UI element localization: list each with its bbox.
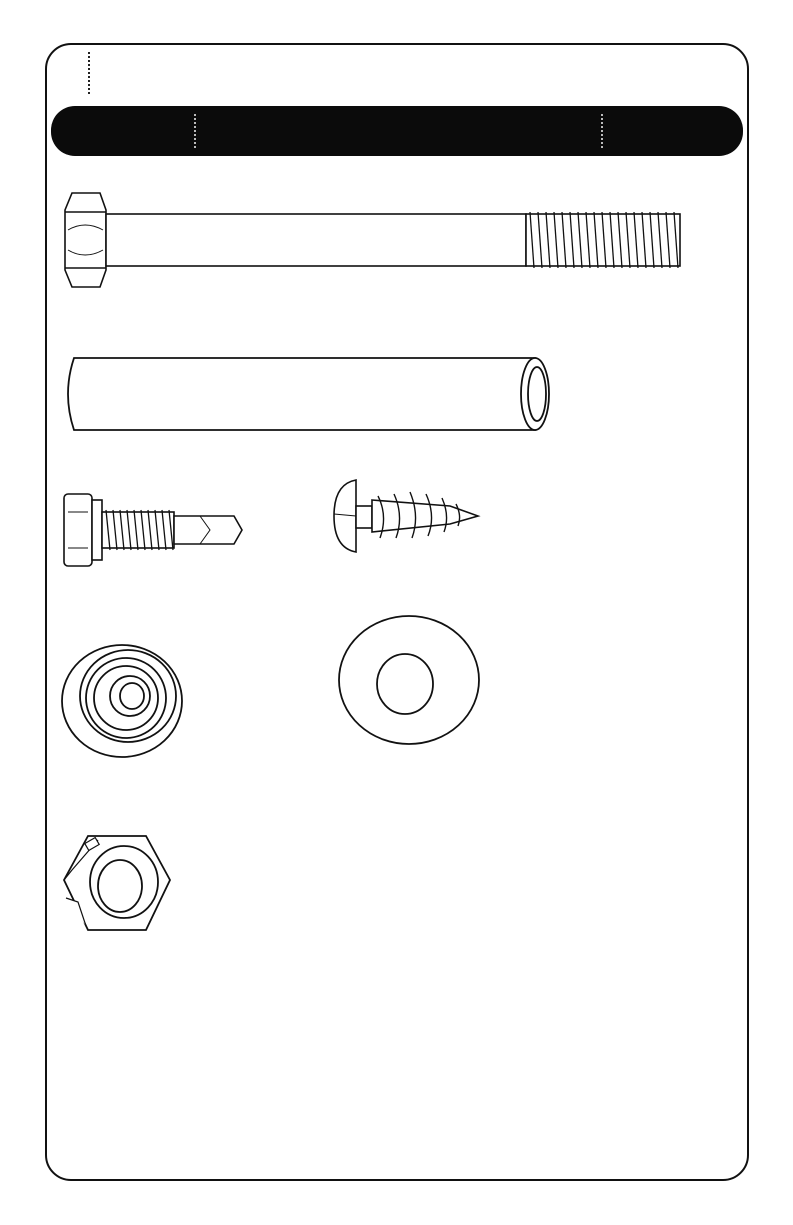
header-col-left: [51, 106, 196, 156]
parts-header-bar: [51, 106, 743, 156]
header-col-right: [603, 106, 743, 156]
lock-nut-icon: [58, 830, 174, 940]
self-drilling-screw-icon: [60, 490, 250, 570]
spacer-tube-icon: [60, 352, 560, 436]
flat-washer-icon: [335, 612, 485, 750]
cap-nut-icon: [58, 640, 188, 762]
hex-bolt-icon: [60, 190, 690, 290]
wood-screw-icon: [330, 470, 490, 570]
header-col-center: [196, 106, 601, 156]
top-dotted-divider: [88, 52, 90, 94]
